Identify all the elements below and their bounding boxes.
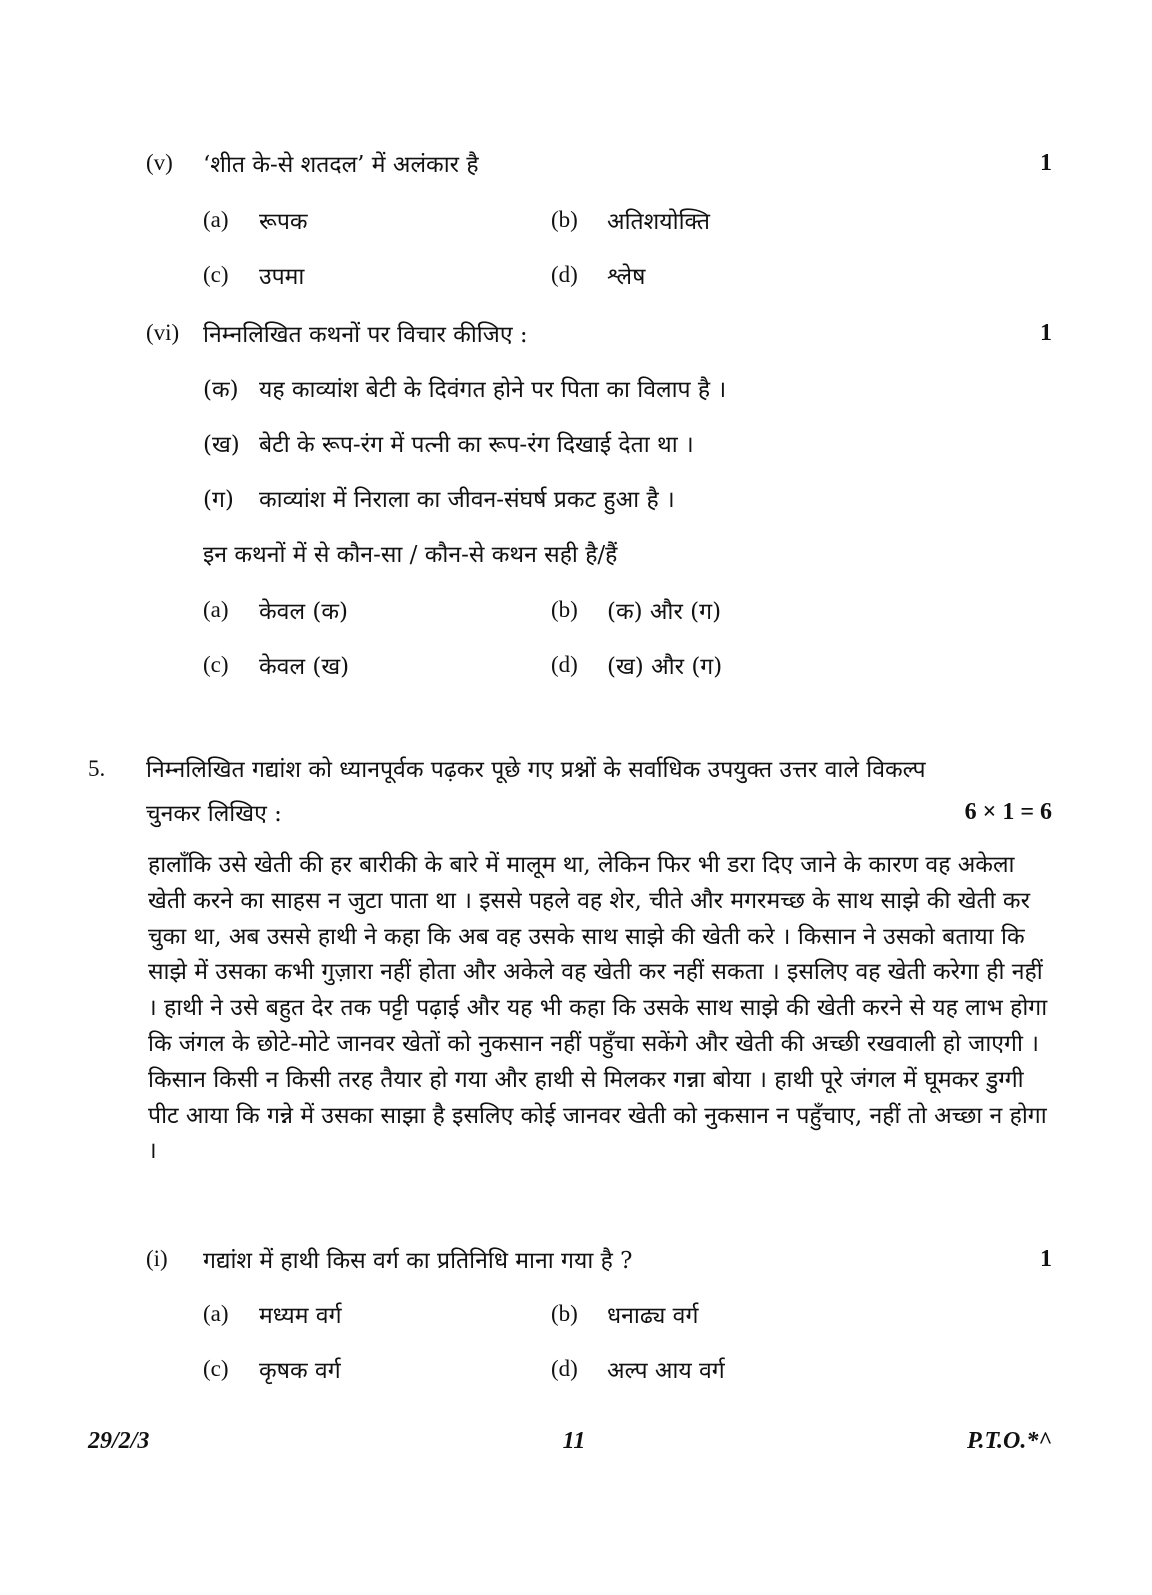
q4-vi-option-b-label: (b)	[551, 597, 578, 622]
q4-vi-question: निम्नलिखित कथनों पर विचार कीजिए :	[203, 322, 528, 348]
q5-instruction-line1: निम्नलिखित गद्यांश को ध्यानपूर्वक पढ़कर पूछे गए प्रश्नों के सर्वाधिक उपयुक्त उत्तर वाले विकल्प	[146, 757, 926, 783]
q4-vi-option-b: (क) और (ग)	[607, 599, 722, 625]
q4-vi-option-a-label: (a)	[203, 597, 229, 622]
q4-vi-option-c-label: (c)	[203, 652, 229, 677]
page-number: 11	[562, 1428, 586, 1454]
q4-vi-option-d: (ख) और (ग)	[607, 654, 723, 680]
q5-i-option-a: मध्यम वर्ग	[259, 1303, 342, 1329]
q4-v-option-c-label: (c)	[203, 262, 229, 287]
q5-number: 5.	[88, 756, 106, 781]
q5-i-option-c: कृषक वर्ग	[259, 1358, 341, 1384]
q4-v-marks: 1	[1040, 150, 1052, 176]
q5-passage: हालाँकि उसे खेती की हर बारीकी के बारे में मालूम था, लेकिन फिर भी डरा दिए जाने के कारण वह अकेला खेती करने का साहस न जुटा पाता था । इससे पहले वह शेर, चीते और मगरमच्छ के साथ साझे की खेती कर चुका था, अब उससे हाथी ने कहा कि अब वह उसके साथ साझे की खेती करे । किसान ने उसको बताया कि साझे में उसका कभी गुज़ारा नहीं होता और अकेले वह खेती कर नहीं सकता । इसलिए वह खेती करेगा ही नहीं । हाथी ने उसे बहुत देर तक पट्टी पढ़ाई और यह भी कहा कि उसके साथ साझे की खेती करने से यह लाभ होगा कि जंगल के छोटे-मोटे जानवर खेतों को नुकसान नहीं पहुँचा सकेंगे और खेती की अच्छी रखवाली हो जाएगी । किसान किसी न किसी तरह तैयार हो गया और हाथी से मिलकर गन्ना बोया । हाथी पूरे जंगल में घूमकर डुग्गी पीट आया कि गन्ने में उसका साझा है इसलिए कोई जानवर खेती को नुकसान न पहुँचाए, नहीं तो अच्छा न होगा ।	[148, 852, 1048, 1165]
q4-vi-statement-ka-label: (क)	[203, 377, 239, 403]
q4-vi-statement-ka: यह काव्यांश बेटी के दिवंगत होने पर पिता का विलाप है ।	[259, 377, 727, 403]
q5-i-question: गद्यांश में हाथी किस वर्ग का प्रतिनिधि माना गया है ?	[203, 1248, 633, 1274]
q4-vi-option-a: केवल (क)	[259, 599, 348, 625]
q5-instruction-line2: चुनकर लिखिए :	[146, 801, 282, 827]
q4-vi-statement-ga-label: (ग)	[203, 487, 234, 513]
q4-v-number: (v)	[146, 150, 173, 175]
q4-vi-option-c: केवल (ख)	[259, 654, 350, 680]
q4-v-option-b-label: (b)	[551, 207, 578, 232]
paper-code: 29/2/3	[88, 1428, 150, 1454]
q4-vi-statement-kha-label: (ख)	[203, 432, 240, 458]
q4-vi-statement-ga: काव्यांश में निराला का जीवन-संघर्ष प्रकट हुआ है ।	[259, 487, 675, 513]
q4-v-option-a: रूपक	[259, 209, 308, 235]
q4-vi-prompt: इन कथनों में से कौन-सा / कौन-से कथन सही है/हैं	[203, 542, 618, 568]
q4-v-question: ‘शीत के-से शतदल’ में अलंकार है	[203, 152, 479, 178]
q5-i-option-d-label: (d)	[551, 1356, 578, 1381]
q5-i-option-c-label: (c)	[203, 1356, 229, 1381]
q4-vi-option-d-label: (d)	[551, 652, 578, 677]
q4-v-option-c: उपमा	[259, 264, 305, 290]
q5-marks: 6 × 1 = 6	[964, 799, 1052, 825]
q5-i-marks: 1	[1040, 1246, 1052, 1272]
q4-v-option-d: श्लेष	[607, 264, 646, 290]
q4-v-option-a-label: (a)	[203, 207, 229, 232]
q4-v-option-b: अतिशयोक्ति	[607, 209, 710, 235]
q4-vi-statement-kha: बेटी के रूप-रंग में पत्नी का रूप-रंग दिखाई देता था ।	[259, 432, 694, 458]
pto-label: P.T.O.*^	[966, 1428, 1052, 1454]
q4-vi-marks: 1	[1040, 320, 1052, 346]
q4-v-option-d-label: (d)	[551, 262, 578, 287]
q5-i-option-b-label: (b)	[551, 1301, 578, 1326]
q5-i-number: (i)	[146, 1246, 168, 1271]
q5-i-option-d: अल्प आय वर्ग	[607, 1358, 725, 1384]
q5-i-option-a-label: (a)	[203, 1301, 229, 1326]
q5-i-option-b: धनाढ्य वर्ग	[607, 1303, 699, 1329]
q4-vi-number: (vi)	[146, 320, 180, 345]
